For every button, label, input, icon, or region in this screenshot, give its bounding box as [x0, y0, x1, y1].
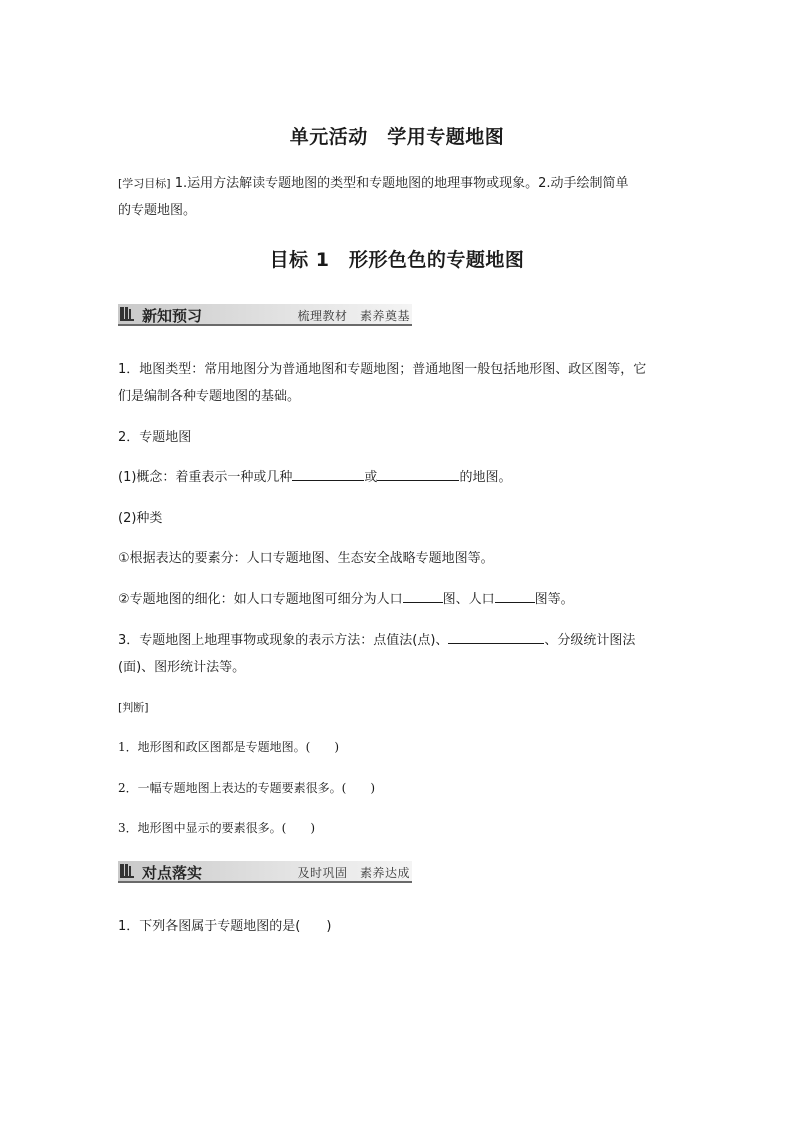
book-icon: [120, 864, 134, 878]
types-2-text-b: 图、人口: [442, 592, 495, 607]
types-2-text-a: ②专题地图的细化：如人口专题地图可细分为人口: [118, 592, 403, 607]
item-types-1: ①根据表达的要素分：人口专题地图、生态安全战略专题地图等。: [118, 551, 494, 566]
objectives-label: [学习目标]: [118, 177, 171, 190]
section-subtitle: 梳理教材 素养奠基: [297, 309, 410, 323]
item-3-line2: (面)、图形统计法等。: [118, 660, 246, 675]
item-1-line1: 1．地图类型：常用地图分为普通地图和专题地图；普通地图一般包括地形图、政区图等，它: [118, 362, 647, 377]
objectives-text-line1: 1.运用方法解读专题地图的类型和专题地图的地理事物或现象。2.动手绘制简单: [174, 176, 629, 191]
concept-text-c: 的地图。: [459, 470, 512, 485]
item-3: [118, 627, 680, 681]
section-header-preview: [118, 304, 412, 326]
concept-text-b: 或: [364, 470, 378, 485]
item-1: [118, 356, 680, 410]
judge-label: [判断]: [118, 701, 149, 714]
section-label: 新知预习: [142, 307, 203, 325]
item-types-2: [118, 586, 680, 613]
item-3-text-b: 、分级统计图法: [544, 633, 636, 648]
item-1-line2: 们是编制各种专题地图的基础。: [118, 389, 301, 404]
section-header-practice: [118, 861, 412, 883]
fill-blank: [495, 588, 535, 603]
section-subtitle: 及时巩固 素养达成: [297, 866, 410, 880]
judge-question-2: 2．一幅专题地图上表达的专题要素很多。( ): [118, 781, 375, 795]
fill-blank: [403, 588, 443, 603]
judge-question-3: 3．地形图中显示的要素很多。( ): [118, 821, 315, 835]
practice-question-1: 1．下列各图属于专题地图的是( ): [118, 919, 332, 934]
fill-blank: [292, 466, 364, 481]
item-3-text-a: 3．专题地图上地理事物或现象的表示方法：点值法(点)、: [118, 633, 449, 648]
fill-blank: [448, 629, 544, 644]
item-types: (2)种类: [118, 511, 163, 526]
learning-objectives: [118, 170, 680, 224]
objectives-text-line2: 的专题地图。: [118, 203, 197, 218]
item-2: 2．专题地图: [118, 430, 192, 445]
types-2-text-c: 图等。: [534, 592, 574, 607]
fill-blank: [377, 466, 459, 481]
item-concept: [118, 464, 680, 491]
section-label: 对点落实: [142, 864, 203, 882]
judge-question-1: 1．地形图和政区图都是专题地图。( ): [118, 740, 339, 754]
goal-title: 目标 1 形形色色的专题地图: [269, 249, 525, 271]
page-title: 单元活动 学用专题地图: [289, 126, 505, 148]
book-icon: [120, 307, 134, 321]
concept-text-a: (1)概念：着重表示一种或几种: [118, 470, 293, 485]
